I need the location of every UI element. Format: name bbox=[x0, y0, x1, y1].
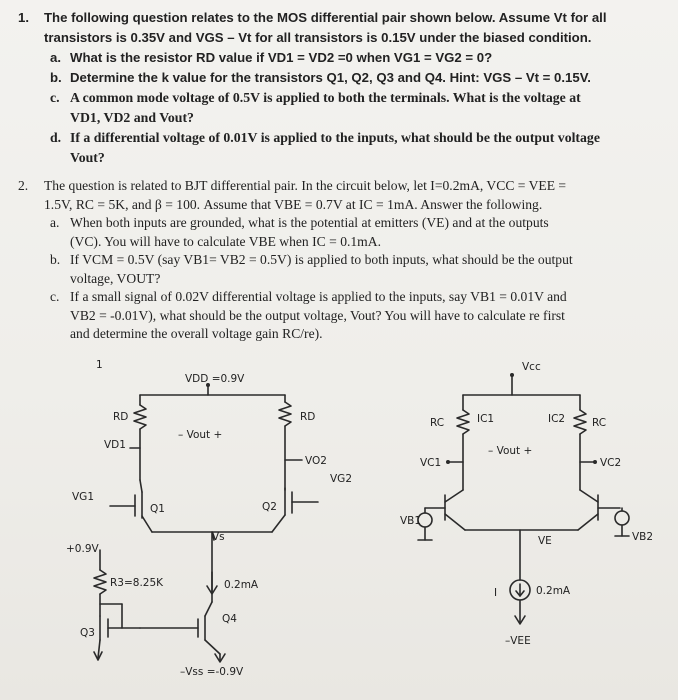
part-c-text: A common mode voltage of 0.5V is applied to both the terminals. What is the voltage at bbox=[70, 90, 581, 105]
vss-label: –Vss =-0.9V bbox=[180, 666, 244, 678]
part-letter: a. bbox=[50, 50, 61, 65]
part-letter: b. bbox=[50, 252, 61, 267]
question-number: 1. bbox=[18, 10, 29, 25]
ic2-label: IC2 bbox=[548, 413, 566, 425]
r3-label: R3=8.25K bbox=[110, 577, 164, 589]
vc2-label: VC2 bbox=[600, 457, 622, 469]
vo2-label: VO2 bbox=[305, 455, 327, 467]
bjt-diff-pair-wires bbox=[418, 375, 629, 624]
vout-label: – Vout + bbox=[178, 429, 223, 441]
part-d-text: If a differential voltage of 0.01V is applied to the inputs, what should be the output voltage bbox=[70, 130, 600, 145]
vb2-label: VB2 bbox=[632, 531, 654, 543]
part-a-text: When both inputs are grounded, what is the potential at emitters (VE) and at the outputs bbox=[70, 215, 549, 230]
part-c-text-continued: and determine the overall voltage gain RC/re). bbox=[70, 326, 323, 341]
q4-label: Q4 bbox=[222, 613, 237, 625]
part-a-text: What is the resistor RD value if VD1 = VD2 =0 when VG1 = VG2 = 0? bbox=[70, 50, 493, 65]
vb1-label: VB1 bbox=[400, 515, 422, 527]
vee-label: –VEE bbox=[505, 635, 531, 647]
part-b-text-continued: voltage, VOUT? bbox=[70, 270, 161, 286]
vdd-label: VDD =0.9V bbox=[185, 373, 245, 385]
current-i-label: I bbox=[494, 587, 498, 599]
question-stem-continued: 1.5V, RC = 5K, and β = 100. Assume that VBE = 0.7V at IC = 1mA. Answer the following. bbox=[44, 196, 543, 212]
q1-label: Q1 bbox=[150, 503, 165, 515]
part-letter: b. bbox=[50, 70, 62, 85]
question-stem-continued: transistors is 0.35V and VGS – Vt for all transistors is 0.15V under the biased condition. bbox=[44, 30, 592, 45]
current-source-label: 0.2mA bbox=[224, 579, 259, 591]
part-a-text-continued: (VC). You will have to calculate VBE when IC = 0.1mA. bbox=[70, 233, 381, 249]
vg1-label: VG1 bbox=[72, 491, 94, 503]
mark-text: 1 bbox=[96, 359, 103, 371]
q2-label: Q2 bbox=[262, 501, 277, 513]
vg2-label: VG2 bbox=[330, 473, 352, 485]
part-b-text: Determine the k value for the transistors Q1, Q2, Q3 and Q4. Hint: VGS – Vt = 0.15V. bbox=[70, 70, 591, 85]
part-letter: a. bbox=[50, 215, 60, 230]
question-2 bbox=[18, 177, 668, 344]
bias-voltage-label: +0.9V bbox=[66, 543, 99, 555]
question-1 bbox=[18, 8, 668, 168]
question-stem: The question is related to BJT differential pair. In the circuit below, let I=0.2mA, VCC = VEE = bbox=[44, 178, 567, 193]
ic1-label: IC1 bbox=[477, 413, 495, 425]
part-letter: c. bbox=[50, 289, 60, 304]
rc-left-label: RC bbox=[430, 417, 445, 429]
part-d-text-continued: Vout? bbox=[70, 150, 105, 165]
vc1-label: VC1 bbox=[420, 457, 442, 469]
vs-label: Vs bbox=[212, 531, 225, 543]
ve-label: VE bbox=[538, 535, 552, 547]
node-dots bbox=[206, 373, 597, 464]
rd-right-label: RD bbox=[300, 411, 316, 423]
vd1-label: VD1 bbox=[104, 439, 126, 451]
part-b-text: If VCM = 0.5V (say VB1= VB2 = 0.5V) is applied to both inputs, what should be the output bbox=[70, 252, 573, 267]
part-c-text-continued: VB2 = -0.01V), what should be the output voltage, Vout? You will have to calculate re first bbox=[70, 307, 565, 323]
current-value-label: 0.2mA bbox=[536, 585, 571, 597]
question-number: 2. bbox=[18, 178, 29, 193]
part-c-text: If a small signal of 0.02V differential voltage is applied to the inputs, say VB1 = 0.01V and bbox=[70, 289, 567, 304]
q3-label: Q3 bbox=[80, 627, 95, 639]
part-letter: d. bbox=[50, 130, 62, 145]
part-letter: c. bbox=[50, 90, 60, 105]
mos-diff-pair-wires bbox=[94, 385, 318, 662]
rc-right-label: RC bbox=[592, 417, 607, 429]
vcc-label: Vcc bbox=[522, 361, 541, 373]
part-c-text-continued: VD1, VD2 and Vout? bbox=[70, 110, 194, 125]
question-stem: The following question relates to the MOS differential pair shown below. Assume Vt for all bbox=[44, 10, 607, 25]
circuit-diagrams bbox=[0, 340, 678, 695]
bjt-vout-label: – Vout + bbox=[488, 445, 533, 457]
rd-left-label: RD bbox=[113, 411, 129, 423]
